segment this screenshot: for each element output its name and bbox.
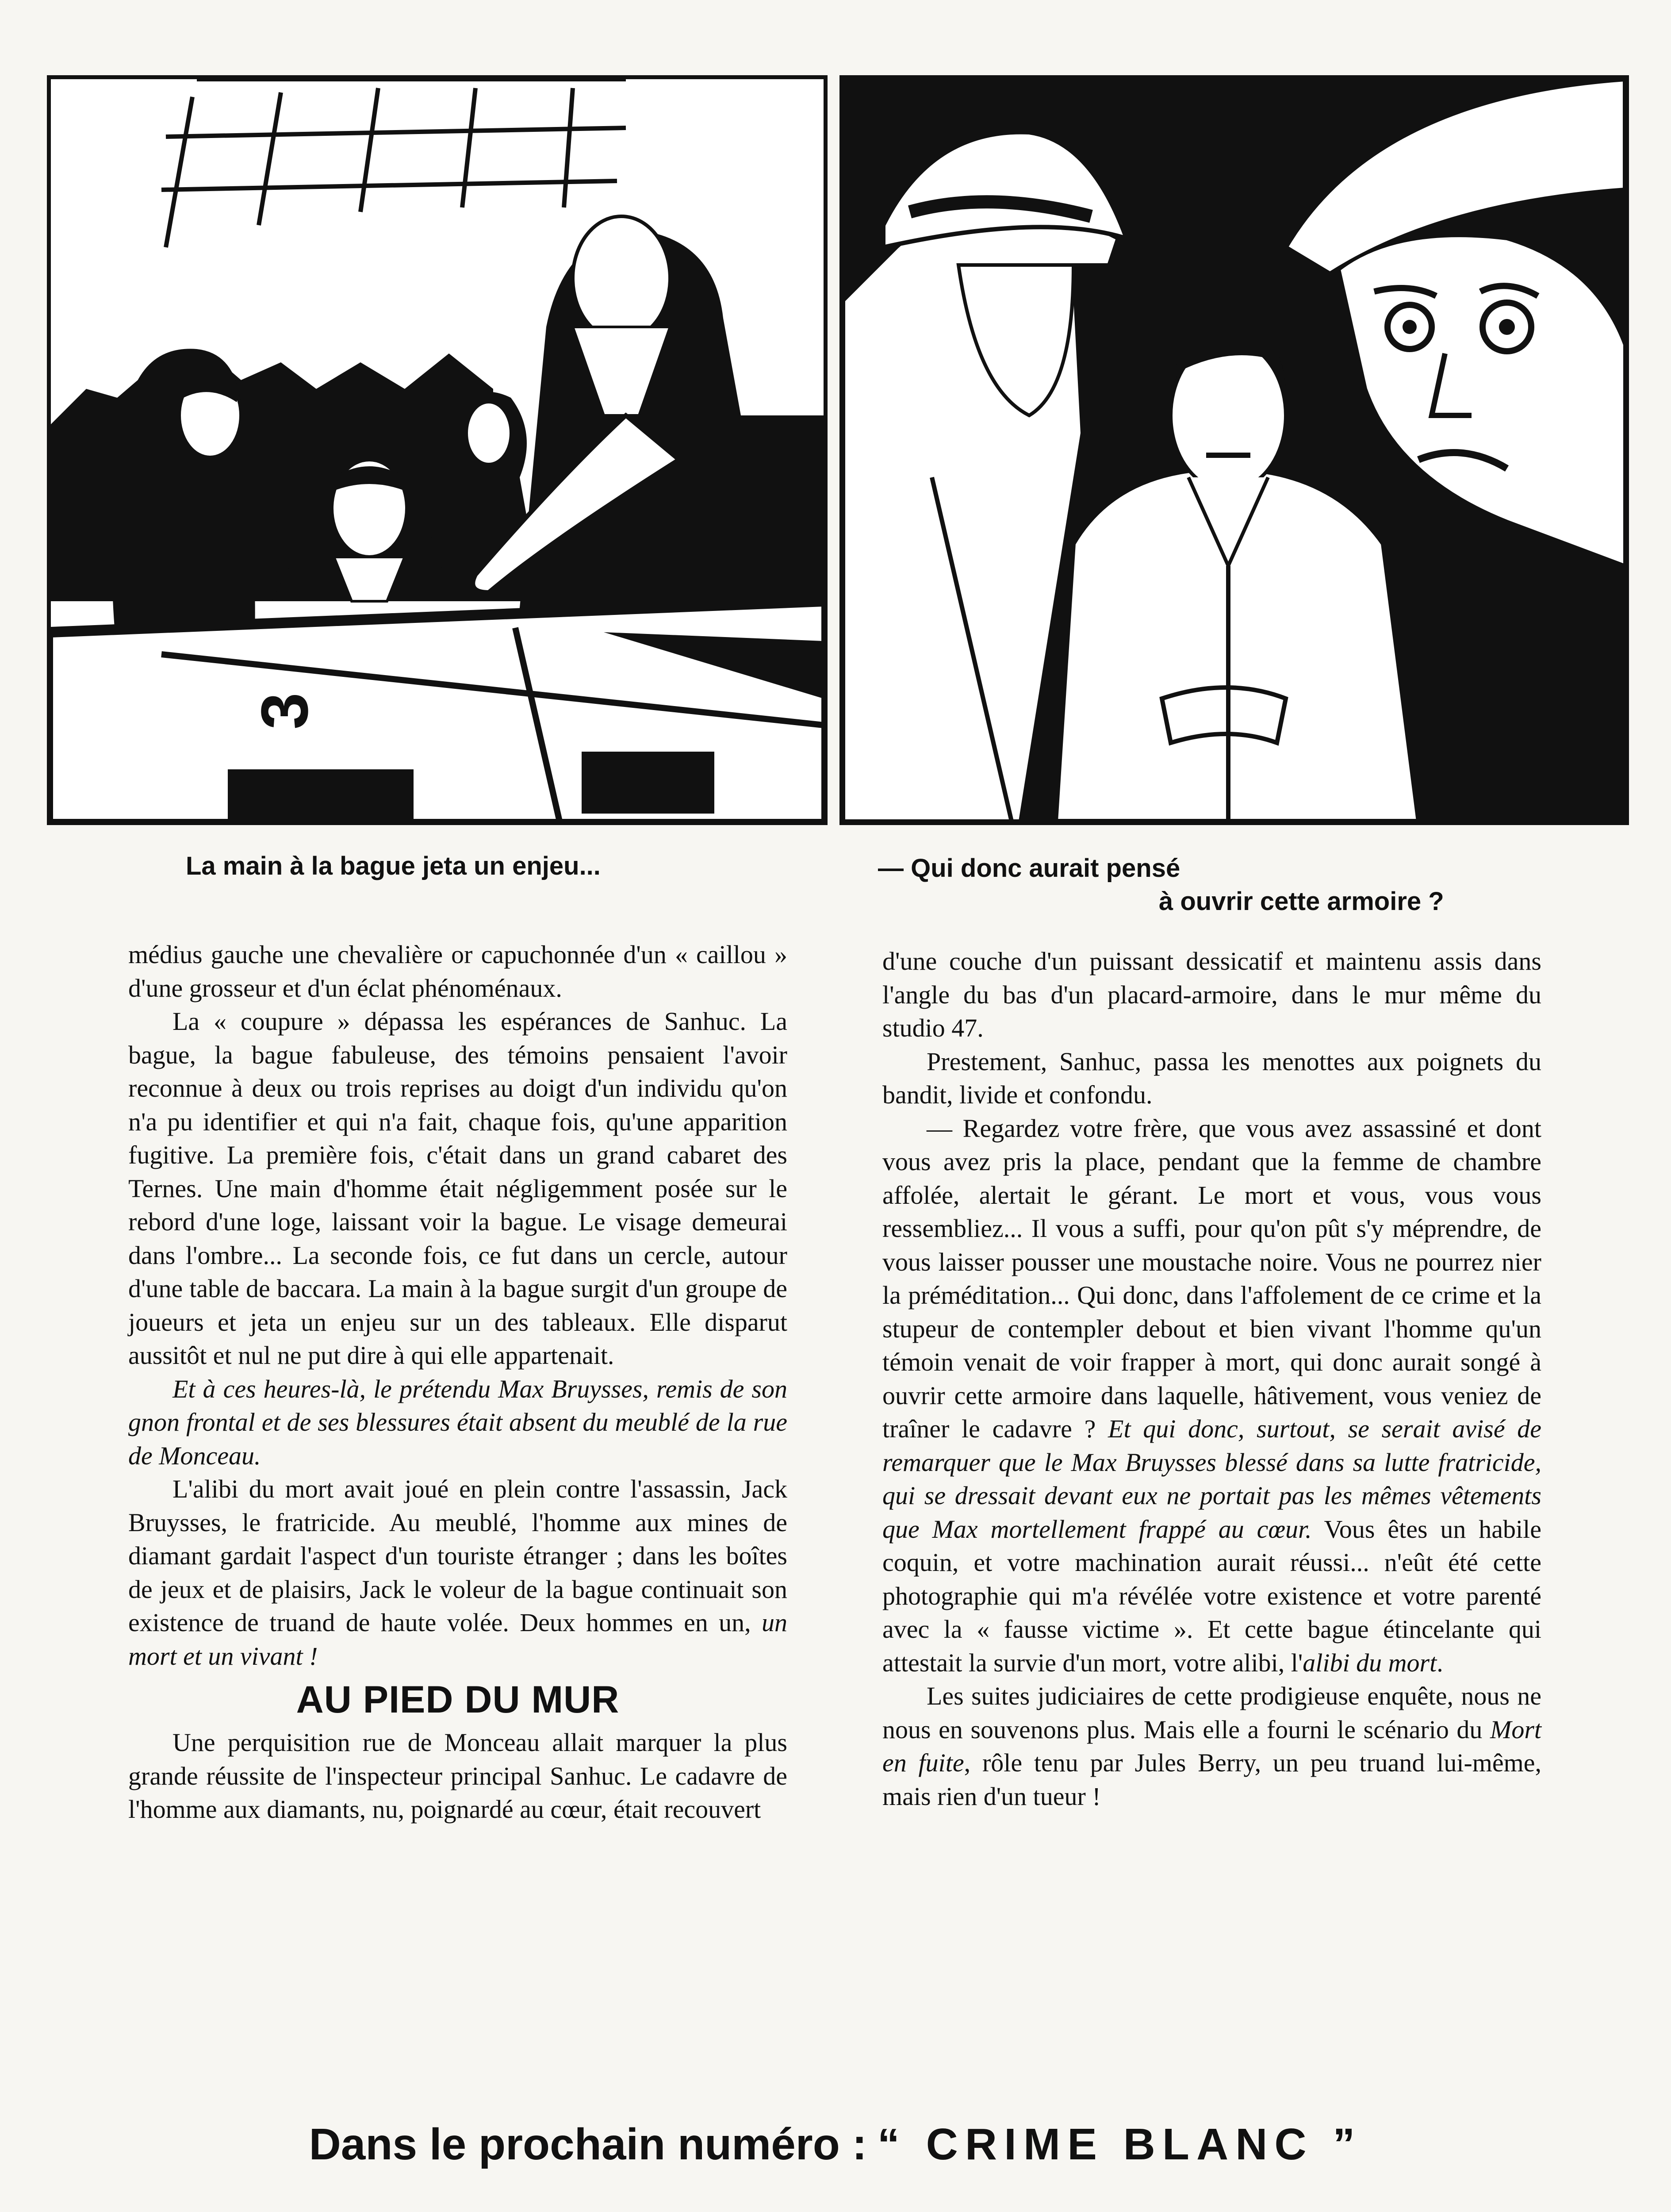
right-paragraph-3-italic: Et qui donc, surtout, se serait avisé de remarquer que le Max Bruysses blessé dans sa lutte fratricide, qui se dressait devant eux ne portait pas les mêmes vêtements que Max mortellement frappé au cœur. [882, 1414, 1542, 1544]
left-paragraph-4-text: L'alibi du mort avait joué en plein contre l'assassin, Jack Bruysses, le fratricide. Au meublé, l'homme aux mines de diamant gardait l'aspect d'un touriste étranger ; dans les boîtes de jeux et de plaisirs, Jack le voleur de la bague continuait son existence de truand de haute volée. Deux hommes en un, [128, 1475, 787, 1637]
left-paragraph-4-italic: un mort et un vivant ! [128, 1608, 788, 1671]
next-issue-title: “ CRIME BLANC ” [877, 2120, 1362, 2169]
right-paragraph-1: d'une couche d'un puissant dessicatif et maintenu assis dans l'angle du bas d'un placard-armoire, dans le mur même du studio 47. [882, 947, 1541, 1042]
left-paragraph-3-italic: Et à ces heures-là, le prétendu Max Bruysses, remis de son gnon frontal et de ses blessures était absent du meublé de la rue de Monceau. [128, 1374, 787, 1470]
right-paragraph-2: Prestement, Sanhuc, passa les menottes aux poignets du bandit, livide et confondu. [882, 1047, 1541, 1109]
panel-2-caption-line-1: — Qui donc aurait pensé [878, 854, 1180, 883]
next-issue-label: Dans le prochain numéro : [309, 2120, 867, 2169]
next-issue-announcement [0, 2119, 1671, 2170]
comic-panel-casino [47, 75, 828, 825]
right-paragraph-4-end: , rôle tenu par Jules Berry, un peu truand lui-même, mais rien d'un tueur ! [882, 1748, 1541, 1811]
table-number-3: 3 [247, 692, 322, 730]
right-paragraph-3 [882, 1112, 1541, 1680]
right-paragraph-3-italic-end: alibi du mort [1303, 1648, 1437, 1677]
comic-panel-armoire [839, 75, 1629, 825]
right-paragraph-4 [882, 1679, 1541, 1813]
right-paragraph-3-text: — Regardez votre frère, que vous avez assassiné et dont vous avez pris la place, pendant que la femme de chambre affolée, alertait le gérant. Le mort et vous, vous vous ressembliez... Il vous a suffi, pour qu'on pût s'y méprendre, de vous laisser pousser une moustache noire. Vous ne pourrez nier la préméditation... Qui donc, dans l'affolement de ce crime et la stupeur de contempler debout et bien vivant l'homme qu'un témoin venait de voir frapper à mort, qui donc aurait songé à ouvrir cette armoire dans laquelle, hâtivement, vous veniez de traîner le cadavre ? [882, 1114, 1541, 1443]
right-paragraph-3-period: . [1437, 1648, 1443, 1677]
section-heading: AU PIED DU MUR [296, 1678, 620, 1721]
left-paragraph-2: La « coupure » dépassa les espérances de Sanhuc. La bague, la bague fabuleuse, des témoins pensaient l'avoir reconnue à deux ou trois reprises au doigt d'un individu qu'on n'a pu identifier et qui n'a fait, chaque fois, qu'une apparition fugitive. La première fois, c'était dans un grand cabaret des Ternes. Une main d'homme était négligemment posée sur le rebord d'une loge, laissant voir la bague. Le visage demeurai dans l'ombre... La seconde fois, ce fut dans un cercle, autour d'une table de baccara. La main à la bague surgit d'un groupe de joueurs et jeta un enjeu sur un des tableaux. Elle disparut aussitôt et nul ne put dire à qui elle appartenait. [128, 1007, 787, 1370]
left-paragraph-1: médius gauche une chevalière or capuchonnée d'un « caillou » d'une grosseur et d'un éclat phénoménaux. [128, 940, 787, 1002]
right-paragraph-4-italic: Mort en fuite [882, 1715, 1541, 1777]
left-text-column [128, 938, 787, 1826]
panel-1-caption: La main à la bague jeta un enjeu... [186, 852, 601, 880]
left-paragraph-4 [128, 1472, 787, 1673]
right-paragraph-4-text: Les suites judiciaires de cette prodigieuse enquête, nous ne nous en souvenons plus. Mais elle a fourni le scénario du [882, 1682, 1541, 1744]
confrontation-illustration [843, 79, 1625, 821]
left-paragraph-3 [128, 1372, 787, 1473]
right-text-column [882, 945, 1541, 1813]
left-paragraph-5: Une perquisition rue de Monceau allait marquer la plus grande réussite de l'inspecteur principal Sanhuc. Le cadavre de l'homme aux diamants, nu, poignardé au cœur, était recouvert [128, 1728, 787, 1824]
casino-illustration [51, 79, 824, 821]
right-paragraph-3-continued: Vous êtes un habile coquin, et votre machination aurait réussi... n'eût été cette photographie qui m'a révélée votre existence et votre parenté avec la « fausse victime ». Et cette bague étincelante qui attestait la survie d'un mort, votre alibi, l' [882, 1514, 1541, 1677]
panel-2-caption-line-2: à ouvrir cette armoire ? [1159, 887, 1444, 916]
